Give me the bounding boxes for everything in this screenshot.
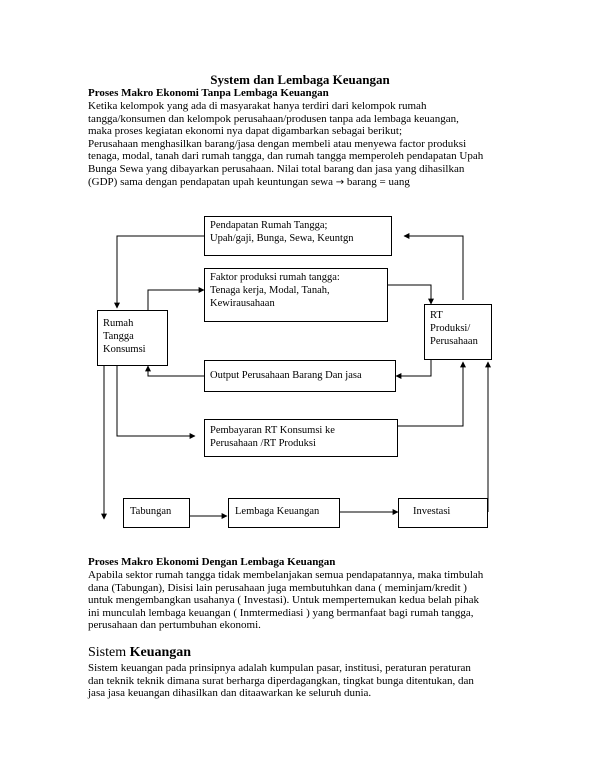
- section1-line: Ketika kelompok yang ada di masyarakat hanya terdiri dari kelompok rumah: [88, 100, 427, 112]
- box-line: Rumah: [103, 318, 134, 329]
- right-arrow-icon: →: [335, 176, 345, 188]
- box-line: Upah/gaji, Bunga, Sewa, Keuntgn: [210, 233, 354, 244]
- arrow-pendapatan-to-rumah-tangga: [117, 236, 204, 308]
- box-lembaga-keuangan: Lembaga Keuangan: [228, 498, 340, 528]
- box-faktor-produksi: [204, 268, 388, 322]
- box-pembayaran-rt: [204, 419, 398, 457]
- box-line: RT: [430, 310, 443, 321]
- arrow-faktor-to-rt-produksi: [388, 285, 431, 304]
- section3-paragraph: [88, 662, 474, 700]
- box-line: Pendapatan Rumah Tangga;: [210, 220, 328, 231]
- section2-line: ini munculah lembaga keuangan ( Inmtermediasi ) yang bermanfaat bagi rumah tangga,: [88, 606, 474, 619]
- section2-line: untuk mengembangkan usahanya ( Investasi). Untuk mempertemukan kedua belah pihak: [88, 594, 479, 607]
- box-investasi: Investasi: [398, 498, 488, 528]
- section3-heading-plain: Sistem: [88, 645, 127, 660]
- section1-last-line-post: barang = uang: [346, 175, 410, 188]
- section3-line: Sistem keuangan pada prinsipnya adalah kumpulan pasar, institusi, peraturan peraturan: [88, 662, 471, 674]
- box-line: Faktor produksi rumah tangga:: [210, 272, 340, 283]
- section3-heading-bold: Keuangan: [129, 645, 192, 660]
- section1-line: Bunga Sewa yang dibayarkan perusahaan. Nilai total barang dan jasa yang dihasilkan: [88, 162, 465, 175]
- section2-line: dana (Tabungan), Disisi lain perusahaan juga membutuhkan dana ( meminjam/kredit ): [88, 581, 467, 594]
- box-pendapatan-rumah-tangga: [204, 216, 392, 256]
- box-line: Tenaga kerja, Modal, Tanah,: [210, 285, 330, 296]
- section1-last-line-pre: (GDP) sama dengan pendapatan upah keuntungan sewa: [88, 175, 333, 188]
- box-rt-produksi-perusahaan: [424, 304, 492, 360]
- arrow-output-to-rumah-tangga: [148, 366, 204, 376]
- arrow-rt-produksi-to-pendapatan: [404, 236, 463, 300]
- box-line: Perusahaan: [430, 336, 478, 347]
- section1-line: tangga/konsumen dan kelompok perusahaan/produsen tanpa ada lembaga keuangan,: [88, 112, 459, 125]
- section2-line: perusahaan dan pertumbuhan ekonomi.: [88, 619, 261, 632]
- section2-heading: Proses Makro Ekonomi Dengan Lembaga Keuangan: [88, 556, 336, 568]
- section2-paragraph: [88, 569, 483, 632]
- box-line: Perusahaan /RT Produksi: [210, 438, 316, 449]
- section3-line: dan teknik teknik dimana surat berharga diperdagangkan, tingkat bunga ditentukan, dan: [88, 674, 474, 687]
- box-line: Kewirausahaan: [210, 298, 275, 309]
- section1-line: Perusahaan menghasilkan barang/jasa dengan membeli atau menyewa factor produksi: [88, 137, 467, 150]
- box-line: Pembayaran RT Konsumsi ke: [210, 425, 335, 436]
- box-line: Tangga: [103, 331, 134, 342]
- box-tabungan: Tabungan: [123, 498, 190, 528]
- box-line: Konsumsi: [103, 344, 146, 355]
- page-title: System dan Lembaga Keuangan: [210, 72, 390, 87]
- box-rumah-tangga-konsumsi: [97, 310, 168, 366]
- section1-heading: Proses Makro Ekonomi Tanpa Lembaga Keuangan: [88, 87, 329, 99]
- section1-line: maka proses kegiatan ekonomi nya dapat digambarkan sebagai berikut;: [88, 125, 403, 138]
- section1-line: tenaga, modal, tanah dari rumah tangga, dan rumah tangga memperoleh pendapatan Upah: [88, 150, 484, 163]
- box-output-perusahaan: Output Perusahaan Barang Dan jasa: [204, 360, 396, 392]
- section3-line: jasa jasa keuangan dihasilkan dan ditaawarkan ke seluruh dunia.: [88, 687, 372, 700]
- section2-line: Apabila sektor rumah tangga tidak membelanjakan semua pendapatannya, maka timbulah: [88, 569, 484, 581]
- section3-heading: [88, 645, 191, 661]
- box-line: Produksi/: [430, 323, 471, 334]
